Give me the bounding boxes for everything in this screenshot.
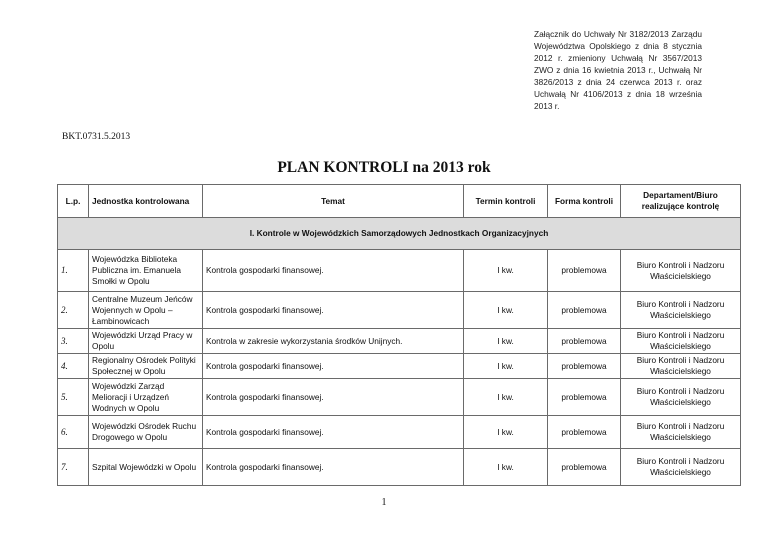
row-number: 4. <box>58 354 89 379</box>
table-row <box>58 379 741 416</box>
responsible-department: Biuro Kontroli i Nadzoru Właścicielskiego <box>621 354 741 379</box>
section-title: I. Kontrole w Wojewódzkich Samorządowych Jednostkach Organizacyjnych <box>58 218 741 250</box>
control-term: I kw. <box>464 379 548 416</box>
control-form: problemowa <box>548 329 621 354</box>
column-header-unit: Jednostka kontrolowana <box>89 185 203 218</box>
control-form: problemowa <box>548 449 621 486</box>
responsible-department: Biuro Kontroli i Nadzoru Właścicielskiego <box>621 416 741 449</box>
control-topic: Kontrola gospodarki finansowej. <box>203 250 464 292</box>
table-row <box>58 250 741 292</box>
control-topic: Kontrola gospodarki finansowej. <box>203 354 464 379</box>
control-topic: Kontrola gospodarki finansowej. <box>203 292 464 329</box>
table-row <box>58 329 741 354</box>
row-number: 5. <box>58 379 89 416</box>
row-number: 3. <box>58 329 89 354</box>
table-row <box>58 354 741 379</box>
control-form: problemowa <box>548 416 621 449</box>
row-number: 2. <box>58 292 89 329</box>
controlled-unit: Szpital Wojewódzki w Opolu <box>89 449 203 486</box>
page-number: 1 <box>381 497 387 508</box>
column-header-term: Termin kontroli <box>464 185 548 218</box>
responsible-department: Biuro Kontroli i Nadzoru Właścicielskiego <box>621 292 741 329</box>
row-number: 7. <box>58 449 89 486</box>
control-term: I kw. <box>464 292 548 329</box>
control-term: I kw. <box>464 449 548 486</box>
control-term: I kw. <box>464 354 548 379</box>
control-form: problemowa <box>548 354 621 379</box>
control-topic: Kontrola gospodarki finansowej. <box>203 449 464 486</box>
controlled-unit: Regionalny Ośrodek Polityki Społecznej w Opolu <box>89 354 203 379</box>
section-row <box>58 218 741 250</box>
control-term: I kw. <box>464 329 548 354</box>
responsible-department: Biuro Kontroli i Nadzoru Właścicielskiego <box>621 329 741 354</box>
control-form: problemowa <box>548 292 621 329</box>
control-topic: Kontrola gospodarki finansowej. <box>203 416 464 449</box>
column-header-topic: Temat <box>203 185 464 218</box>
control-topic: Kontrola gospodarki finansowej. <box>203 379 464 416</box>
control-term: I kw. <box>464 250 548 292</box>
control-form: problemowa <box>548 250 621 292</box>
controlled-unit: Wojewódzka Biblioteka Publiczna im. Emanuela Smołki w Opolu <box>89 250 203 292</box>
row-number: 1. <box>58 250 89 292</box>
row-number: 6. <box>58 416 89 449</box>
annex-note: Załącznik do Uchwały Nr 3182/2013 Zarządu Województwa Opolskiego z dnia 8 stycznia 2012 r. zmieniony Uchwałą Nr 3567/2013 ZWO z dnia 16 kwietnia 2013 r., Uchwałą Nr 3826/2013 z dnia 24 czerwca 2013 r. oraz Uchwałą Nr 4106/2013 z dnia 18 września 2013 r. <box>534 29 702 111</box>
responsible-department: Biuro Kontroli i Nadzoru Właścicielskiego <box>621 379 741 416</box>
column-header-dept: Departament/Biuro realizujące kontrolę <box>621 185 741 218</box>
table-row <box>58 449 741 486</box>
table-row <box>58 292 741 329</box>
document-title: PLAN KONTROLI na 2013 rok <box>277 159 491 176</box>
control-term: I kw. <box>464 416 548 449</box>
responsible-department: Biuro Kontroli i Nadzoru Właścicielskiego <box>621 449 741 486</box>
controlled-unit: Wojewódzki Zarząd Melioracji i Urządzeń Wodnych w Opolu <box>89 379 203 416</box>
table-header-row <box>58 185 741 218</box>
controlled-unit: Wojewódzki Urząd Pracy w Opolu <box>89 329 203 354</box>
control-plan-table <box>57 184 741 486</box>
reference-number: BKT.0731.5.2013 <box>62 132 131 142</box>
controlled-unit: Wojewódzki Ośrodek Ruchu Drogowego w Opolu <box>89 416 203 449</box>
controlled-unit: Centralne Muzeum Jeńców Wojennych w Opolu – Łambinowicach <box>89 292 203 329</box>
column-header-form: Forma kontroli <box>548 185 621 218</box>
table-row <box>58 416 741 449</box>
control-form: problemowa <box>548 379 621 416</box>
column-header-lp: L.p. <box>58 185 89 218</box>
responsible-department: Biuro Kontroli i Nadzoru Właścicielskiego <box>621 250 741 292</box>
control-topic: Kontrola w zakresie wykorzystania środków Unijnych. <box>203 329 464 354</box>
